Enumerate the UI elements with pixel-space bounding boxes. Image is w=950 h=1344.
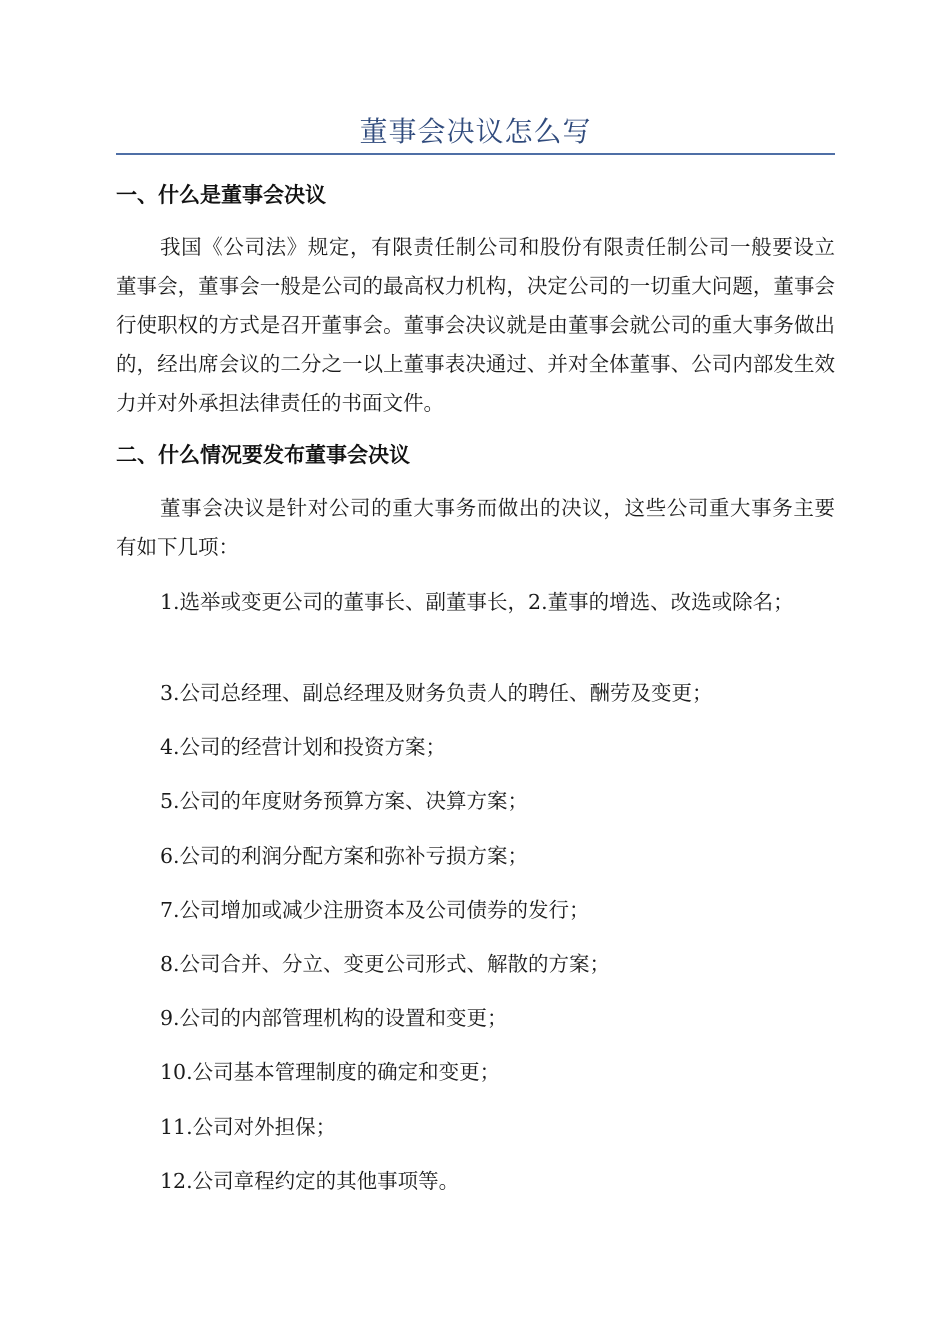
- section-1-paragraph: 我国《公司法》规定，有限责任制公司和股份有限责任制公司一般要设立董事会，董事会一般是公司的最高权力机构，决定公司的一切重大问题，董事会行使职权的方式是召开董事会。董事会决议就是由董事会就公司的重大事务做出的，经出席会议的二分之一以上董事表决通过、并对全体董事、公司内部发生效力并对外承担法律责任的书面文件。: [116, 235, 835, 415]
- title-underline: [116, 153, 835, 155]
- list-item-7: 7.公司增加或减少注册资本及公司债券的发行；: [160, 898, 590, 922]
- section-2-heading: 二、什么情况要发布董事会决议: [116, 443, 410, 467]
- list-item-9: 9.公司的内部管理机构的设置和变更；: [160, 1006, 508, 1030]
- section-2-paragraph: 董事会决议是针对公司的重大事务而做出的决议，这些公司重大事务主要有如下几项：: [116, 496, 835, 559]
- list-item-6: 6.公司的利润分配方案和弥补亏损方案；: [160, 844, 529, 868]
- list-item-8: 8.公司合并、分立、变更公司形式、解散的方案；: [160, 952, 611, 976]
- list-item-5: 5.公司的年度财务预算方案、决算方案；: [160, 789, 529, 813]
- section-1-heading: 一、什么是董事会决议: [116, 183, 326, 207]
- list-item-12: 12.公司章程约定的其他事项等。: [160, 1169, 460, 1193]
- list-item-3: 3.公司总经理、副总经理及财务负责人的聘任、酬劳及变更；: [160, 681, 713, 705]
- list-item-4: 4.公司的经营计划和投资方案；: [160, 735, 447, 759]
- list-item-10: 10.公司基本管理制度的确定和变更；: [160, 1060, 501, 1084]
- document-title: 董事会决议怎么写: [359, 115, 592, 148]
- list-item-1: 1.选举或变更公司的董事长、副董事长，2.董事的增选、改选或除名；: [160, 590, 794, 614]
- list-item-11: 11.公司对外担保；: [160, 1115, 337, 1139]
